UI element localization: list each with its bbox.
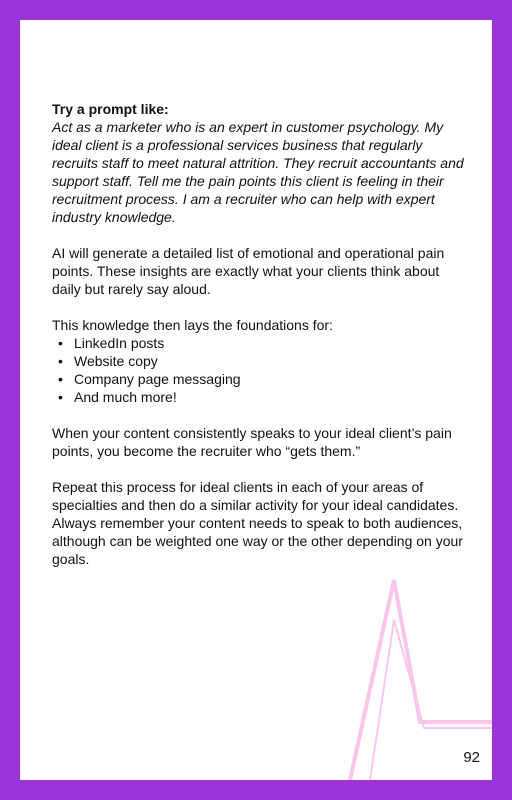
- list-item: • And much more!: [52, 388, 464, 406]
- list-item: • Company page messaging: [52, 370, 464, 388]
- prompt-text: Act as a marketer who is an expert in customer psychology. My ideal client is a professional services business that regularly recruits staff to meet natural attrition. They recruit accountants and support staff. Tell me the pain points this client is feeling in their recruitment process. I am a recruiter who can help with expert industry knowledge.: [52, 119, 464, 225]
- prompt-label: Try a prompt like:: [52, 101, 169, 117]
- list-item: • LinkedIn posts: [52, 334, 464, 352]
- paragraph-foundations: This knowledge then lays the foundations for:: [52, 317, 333, 333]
- foundations-list: [52, 334, 464, 406]
- paragraph-ai-output: AI will generate a detailed list of emotional and operational pain points. These insights are exactly what your clients think about daily but rarely say aloud.: [52, 245, 445, 297]
- prompt-block: [52, 100, 464, 226]
- paragraph-pain-points: When your content consistently speaks to your ideal client’s pain points, you become the recruiter who “gets them.”: [52, 425, 452, 459]
- list-item: • Website copy: [52, 352, 464, 370]
- document-page: [20, 20, 492, 780]
- page-number: 92: [463, 749, 480, 766]
- page-content: [52, 100, 464, 586]
- paragraph-repeat-process: Repeat this process for ideal clients in each of your areas of specialties and then do a similar activity for your ideal candidates. Always remember your content needs to speak to both audiences, although can be weighted one way or the other depending on your goals.: [52, 479, 463, 567]
